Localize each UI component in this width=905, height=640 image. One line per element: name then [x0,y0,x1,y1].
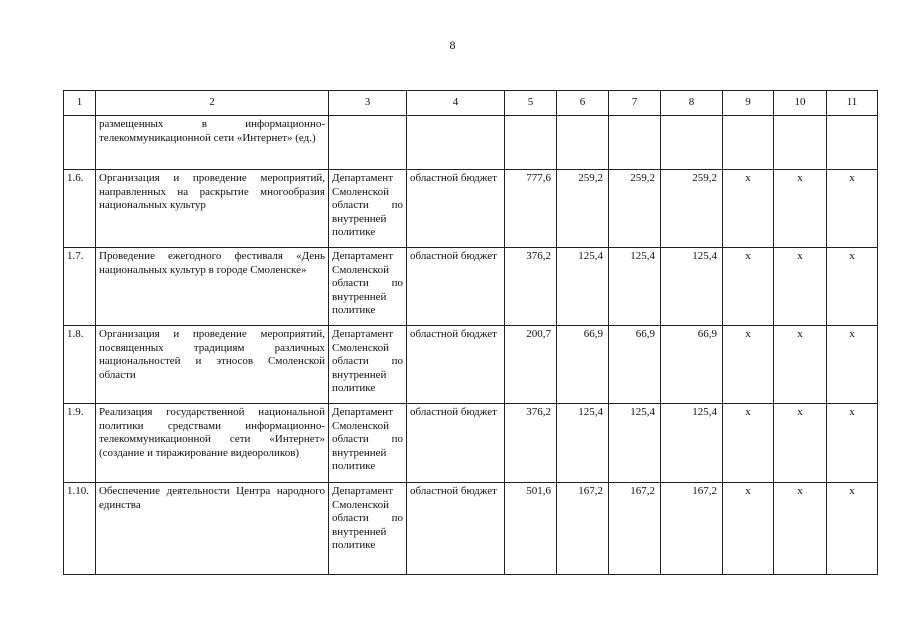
item-year-1: 125,4 [557,248,609,326]
item-funding-source: областной бюджет [407,326,505,404]
header-cell: 11 [827,91,878,116]
item-col-11: х [827,404,878,483]
table-row [64,404,878,483]
mark-cell [723,116,774,170]
item-col-11: х [827,170,878,248]
mark-cell [827,116,878,170]
item-col-10: х [774,483,827,575]
header-cell: 1 [64,91,96,116]
item-name: размещенных в информационно-телекоммуникационной сети «Интернет» (ед.) [96,116,329,170]
item-year-3: 125,4 [661,248,723,326]
value-cell [505,116,557,170]
item-year-2: 125,4 [609,248,661,326]
item-col-9: х [723,326,774,404]
header-row [64,91,878,116]
item-year-2: 259,2 [609,170,661,248]
item-col-11: х [827,248,878,326]
item-number: 1.6. [64,170,96,248]
item-executor: Департамент Смоленской области по внутренней политике [329,326,407,404]
value-cell [661,116,723,170]
item-year-3: 259,2 [661,170,723,248]
item-year-1: 167,2 [557,483,609,575]
item-total: 376,2 [505,248,557,326]
header-cell: 3 [329,91,407,116]
item-year-3: 167,2 [661,483,723,575]
item-col-9: х [723,483,774,575]
item-year-2: 125,4 [609,404,661,483]
item-col-11: х [827,483,878,575]
item-col-10: х [774,326,827,404]
item-name: Организация и проведение мероприятий, направленных на раскрытие многообразия национальных культур [96,170,329,248]
header-cell: 8 [661,91,723,116]
item-col-10: х [774,248,827,326]
item-total: 777,6 [505,170,557,248]
header-cell: 10 [774,91,827,116]
header-cell: 7 [609,91,661,116]
item-number: 1.7. [64,248,96,326]
table-row [64,248,878,326]
item-year-2: 66,9 [609,326,661,404]
item-funding-source: областной бюджет [407,483,505,575]
item-year-2: 167,2 [609,483,661,575]
row-number-cell [64,116,96,170]
item-name: Обеспечение деятельности Центра народного единства [96,483,329,575]
item-funding-source: областной бюджет [407,170,505,248]
item-year-1: 125,4 [557,404,609,483]
item-executor: Департамент Смоленской области по внутренней политике [329,404,407,483]
header-cell: 6 [557,91,609,116]
header-cell: 4 [407,91,505,116]
mark-cell [774,116,827,170]
item-name: Организация и проведение мероприятий, посвященных традициям различных национальностей и этносов Смоленской области [96,326,329,404]
executor-cell [329,116,407,170]
header-cell: 9 [723,91,774,116]
item-name: Реализация государственной национальной политики средствами информационно-телекоммуникационной сети «Интернет» (создание и тиражирование видеороликов) [96,404,329,483]
source-cell [407,116,505,170]
item-col-9: х [723,248,774,326]
item-year-3: 125,4 [661,404,723,483]
item-executor: Департамент Смоленской области по внутренней политике [329,248,407,326]
item-col-9: х [723,170,774,248]
item-year-1: 259,2 [557,170,609,248]
item-number: 1.9. [64,404,96,483]
value-cell [609,116,661,170]
item-funding-source: областной бюджет [407,404,505,483]
item-col-11: х [827,326,878,404]
item-col-10: х [774,170,827,248]
item-funding-source: областной бюджет [407,248,505,326]
item-total: 200,7 [505,326,557,404]
item-year-3: 66,9 [661,326,723,404]
table-row [64,326,878,404]
table-row [64,483,878,575]
program-table [63,90,878,575]
header-cell: 5 [505,91,557,116]
continuation-row [64,116,878,170]
table-row [64,170,878,248]
item-col-9: х [723,404,774,483]
item-total: 376,2 [505,404,557,483]
value-cell [557,116,609,170]
item-executor: Департамент Смоленской области по внутренней политике [329,170,407,248]
item-number: 1.10. [64,483,96,575]
item-year-1: 66,9 [557,326,609,404]
item-total: 501,6 [505,483,557,575]
item-number: 1.8. [64,326,96,404]
item-executor: Департамент Смоленской области по внутренней политике [329,483,407,575]
page-number: 8 [449,38,456,52]
header-cell: 2 [96,91,329,116]
item-col-10: х [774,404,827,483]
item-name: Проведение ежегодного фестиваля «День национальных культур в городе Смоленске» [96,248,329,326]
